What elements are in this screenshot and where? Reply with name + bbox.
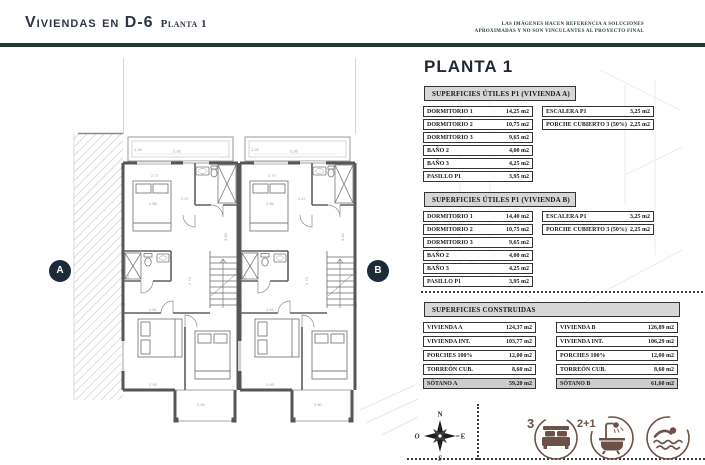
row-value: 9,65 m2 xyxy=(509,239,529,246)
sheet-title xyxy=(25,14,207,32)
constructed-left-rows xyxy=(423,322,536,392)
disclaimer-line2: APROXIMADAS Y NO SON VINCULANTES AL PROYECTO FINAL xyxy=(474,29,644,34)
stairs xyxy=(210,251,237,308)
row-value: 10,75 m2 xyxy=(506,121,529,128)
row-label: DORMITORIO 3 xyxy=(427,239,473,246)
dotted-separator-vertical xyxy=(477,404,479,460)
floor-plan-drawing xyxy=(30,55,420,445)
unit-a-badge: A xyxy=(49,260,71,282)
table-b-rows xyxy=(423,211,533,289)
row-value: 3,95 m2 xyxy=(509,278,529,285)
svg-text:2.36: 2.36 xyxy=(173,148,181,154)
constructed-right-rows xyxy=(556,322,678,392)
row-value: 8,60 m2 xyxy=(654,366,674,373)
row-label: DORMITORIO 1 xyxy=(427,213,473,220)
row-label: DORMITORIO 1 xyxy=(427,108,473,115)
row-label: DORMITORIO 3 xyxy=(427,134,473,141)
bedroom-count: 3 xyxy=(527,416,535,431)
table-row xyxy=(423,378,536,389)
row-value: 4,00 m2 xyxy=(509,252,529,259)
row-label: SÓTANO A xyxy=(427,380,458,387)
row-value: 3,95 m2 xyxy=(509,173,529,180)
row-value: 14,40 m2 xyxy=(506,213,529,220)
row-label: SÓTANO B xyxy=(560,380,591,387)
table-row xyxy=(556,336,678,347)
table-a-header: SUPERFICIES ÚTILES P1 (VIVIENDA A) xyxy=(424,86,576,101)
compass-n-label: N xyxy=(437,410,443,419)
panel-heading: PLANTA 1 xyxy=(424,57,514,76)
row-label: BAÑO 2 xyxy=(427,147,449,154)
table-row xyxy=(423,263,533,274)
row-label: PASILLO P1 xyxy=(427,173,462,180)
table-row xyxy=(423,119,533,130)
row-label: VIVIENDA B xyxy=(560,324,596,331)
row-value: 8,60 m2 xyxy=(512,366,532,373)
svg-text:2.47: 2.47 xyxy=(181,196,189,201)
bed xyxy=(138,319,182,357)
table-row xyxy=(423,211,533,222)
row-value: 106,29 m2 xyxy=(648,338,674,345)
row-value: 126,89 m2 xyxy=(648,324,674,331)
svg-text:4.10: 4.10 xyxy=(125,275,130,283)
bed xyxy=(195,331,230,379)
row-label: DORMITORIO 2 xyxy=(427,121,473,128)
svg-text:3.00: 3.00 xyxy=(223,233,228,241)
table-row xyxy=(542,211,654,222)
row-label: TORREÓN CUB. xyxy=(560,366,606,373)
table-row xyxy=(423,132,533,143)
dwelling-unit xyxy=(121,137,239,423)
row-label: PORCHES 100% xyxy=(427,352,473,359)
svg-text:2.77: 2.77 xyxy=(151,173,159,178)
row-label: BAÑO 3 xyxy=(427,160,449,167)
dimension-labels xyxy=(125,147,228,407)
row-value: 14,25 m2 xyxy=(506,108,529,115)
table-row xyxy=(423,364,536,375)
row-value: 3,25 m2 xyxy=(630,108,650,115)
table-row xyxy=(423,250,533,261)
surfaces-panel xyxy=(420,55,705,463)
row-value: 9,65 m2 xyxy=(509,134,529,141)
svg-text:2.74: 2.74 xyxy=(187,277,192,285)
table-row xyxy=(556,364,678,375)
row-value: 3,25 m2 xyxy=(630,213,650,220)
row-label: PORCHE CUBIERTO 3 (50%) xyxy=(546,121,627,128)
row-label: PORCHES 100% xyxy=(560,352,606,359)
compass-s-label: S xyxy=(438,454,442,463)
row-value: 12,00 m2 xyxy=(509,352,532,359)
table-row xyxy=(556,350,678,361)
row-value: 4,25 m2 xyxy=(509,160,529,167)
row-value: 59,20 m2 xyxy=(509,380,532,387)
dwelling-unit-b xyxy=(238,137,356,423)
bed-icon xyxy=(532,414,580,462)
table-row xyxy=(556,378,678,389)
table-row xyxy=(423,237,533,248)
table-row xyxy=(423,158,533,169)
bed xyxy=(133,181,171,231)
table-row xyxy=(423,322,536,333)
header-rule xyxy=(0,43,705,47)
bathtub-icon xyxy=(588,414,636,462)
row-label: ESCALERA P1 xyxy=(546,213,587,220)
svg-text:1.26: 1.26 xyxy=(134,147,142,152)
row-label: BAÑO 3 xyxy=(427,265,449,272)
row-label: VIVIENDA A xyxy=(427,324,463,331)
table-row xyxy=(423,224,533,235)
row-value: 12,00 m2 xyxy=(651,352,674,359)
table-row xyxy=(423,106,533,117)
compass-rose-icon xyxy=(412,409,468,463)
row-value: 103,77 m2 xyxy=(506,338,532,345)
row-value: 2,25 m2 xyxy=(630,226,650,233)
table-row xyxy=(542,106,654,117)
row-label: VIVIENDA INT. xyxy=(560,338,604,345)
table-row xyxy=(542,224,654,235)
table-row xyxy=(556,322,678,333)
svg-text:2.86: 2.86 xyxy=(149,201,157,206)
subtitle-text: Planta 1 xyxy=(160,18,207,30)
compass-e-label: E xyxy=(460,432,466,441)
compass-w-label: O xyxy=(414,432,420,441)
disclaimer-line1: LAS IMÁGENES HACEN REFERENCIA A SOLUCIONES xyxy=(501,22,644,27)
table-row xyxy=(423,350,536,361)
svg-text:2.93: 2.93 xyxy=(149,382,157,387)
title-text: Viviendas en D-6 xyxy=(25,14,154,31)
disclaimer xyxy=(475,21,644,35)
table-a-rows xyxy=(423,106,533,184)
row-label: PASILLO P1 xyxy=(427,278,462,285)
row-label: PORCHE CUBIERTO 3 (50%) xyxy=(546,226,627,233)
row-value: 61,60 m2 xyxy=(651,380,674,387)
row-label: TORREÓN CUB. xyxy=(427,366,473,373)
unit-b-badge: B xyxy=(367,260,389,282)
row-value: 4,00 m2 xyxy=(509,147,529,154)
table-b-header: SUPERFICIES ÚTILES P1 (VIVIENDA B) xyxy=(424,192,576,207)
faint-sketch-lines xyxy=(360,385,418,435)
constructed-header: SUPERFICIES CONSTRUIDAS xyxy=(424,302,680,317)
svg-text:2.51: 2.51 xyxy=(149,307,157,312)
row-value: 2,25 m2 xyxy=(630,121,650,128)
table-row xyxy=(423,336,536,347)
table-row xyxy=(423,171,533,182)
row-label: DORMITORIO 2 xyxy=(427,226,473,233)
hatched-area xyxy=(74,134,123,401)
row-label: VIVIENDA INT. xyxy=(427,338,471,345)
svg-text:2.50: 2.50 xyxy=(197,402,205,407)
table-row xyxy=(423,145,533,156)
table-row xyxy=(423,276,533,287)
row-label: ESCALERA P1 xyxy=(546,108,587,115)
bathroom-count: 2+1 xyxy=(577,418,596,430)
table-a-side-rows xyxy=(542,106,654,132)
row-value: 4,25 m2 xyxy=(509,265,529,272)
table-row xyxy=(542,119,654,130)
dotted-separator xyxy=(421,291,703,293)
table-b-side-rows xyxy=(542,211,654,237)
swimmer-icon xyxy=(644,414,692,462)
row-value: 124,37 m2 xyxy=(506,324,532,331)
row-label: BAÑO 2 xyxy=(427,252,449,259)
row-value: 10,75 m2 xyxy=(506,226,529,233)
